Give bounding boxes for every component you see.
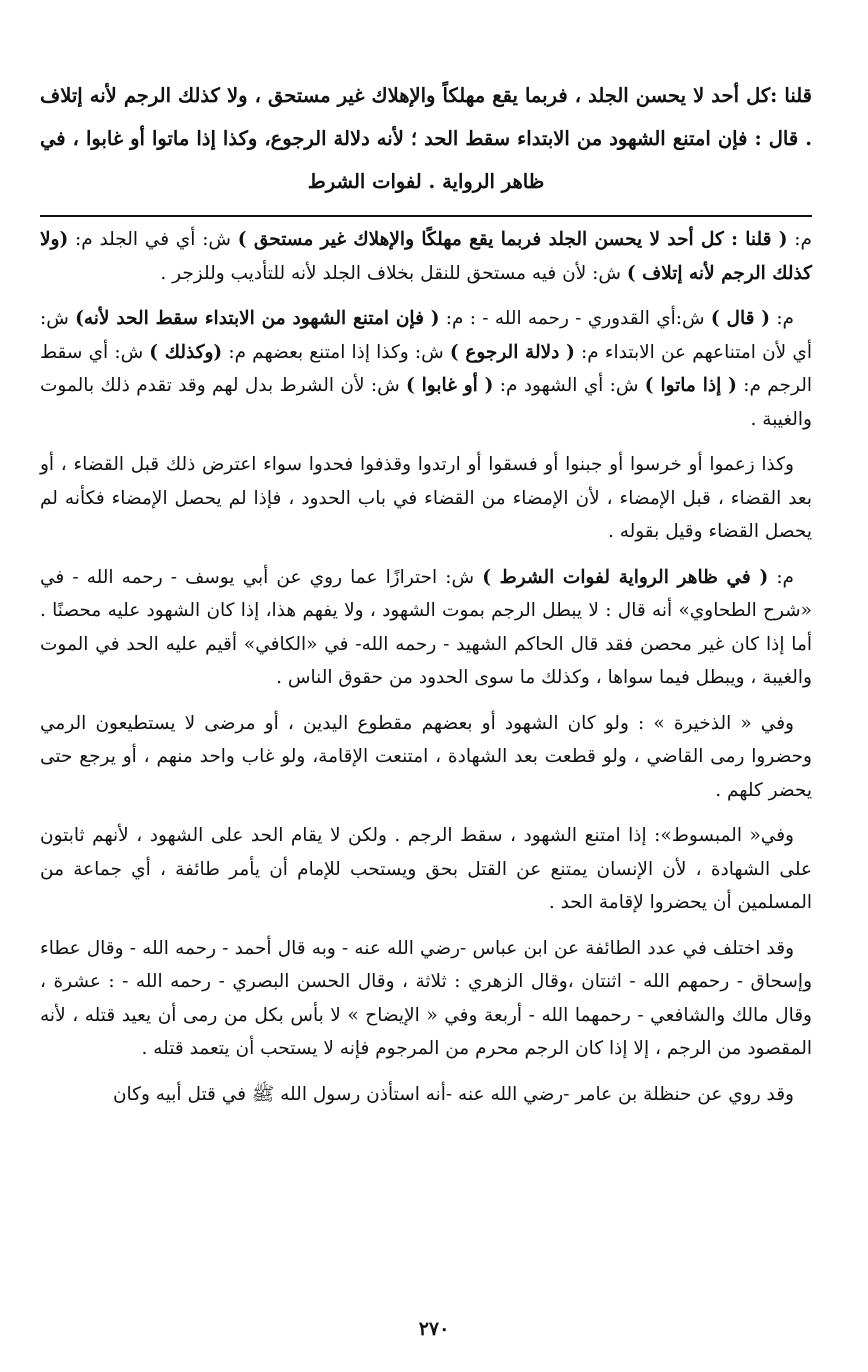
commentary-paragraph	[40, 302, 812, 436]
commentary-text: وفي« المبسوط»: إذا امتنع الشهود ، سقط الرجم . ولكن لا يقام الحد على الشهود ، لأنهم ثابتون على الشهادة ، لأن الإنسان يمتنع عن القتل بحق ويستحب للإمام أن يأمر طائفة ، أي جماعة من المسلمين أن يحضروا لإقامة الحد .	[40, 825, 812, 913]
commentary-paragraph	[40, 561, 812, 695]
commentary-paragraph	[40, 1078, 812, 1112]
commentary-text: ش: لأن الشرط بدل لهم وقد تقدم ذلك بالموت والغيبة .	[40, 375, 812, 430]
commentary-section	[40, 223, 812, 1111]
commentary-paragraph	[40, 223, 812, 290]
quoted-text: (وكذلك )	[149, 341, 223, 363]
commentary-text: ش: أي سقط الرجم م:	[40, 341, 812, 396]
commentary-text: وقد اختلف في عدد الطائفة عن ابن عباس -رضي الله عنه - وبه قال أحمد - رحمه الله - وقال عطاء وإسحاق - رحمهم الله - اثنتان ،وقال الزهري : ثلاثة ، وقال الحسن البصري - رحمه الله - : عشرة ، وقال مالك والشافعي - رحمهما الله - أربعة وفي « الإيضاح » لا بأس بكل من رمى أن يعيد قتله ، لأنه المقصود من الرجم ، إلا إذا كان الرجم محرم من المرجوم فإنه لا يستحب أن يتعمد قتله .	[40, 937, 812, 1059]
commentary-text: ش: أي الشهود م:	[493, 375, 645, 396]
commentary-paragraph	[40, 707, 812, 808]
commentary-text: وكذا زعموا أو خرسوا أو جبنوا أو فسقوا أو ارتدوا وقذفوا فحدوا سواء اعترض ذلك قبل القضاء ، أو بعد القضاء ، قبل الإمضاء ، لأن الإمضاء من القضاء في باب الحدود ، فإذا لم يحصل الإمضاء فكأنه لم يحصل القضاء وقيل بقوله .	[40, 454, 812, 542]
commentary-text: ش: أي في الجلد م:	[68, 229, 238, 250]
quoted-text: ( قلنا : كل أحد لا يحسن الجلد فربما يقع مهلكًا والإهلاك غير مستحق )	[237, 229, 788, 250]
quoted-text: ( إذا ماتوا )	[644, 375, 737, 396]
quoted-text: ( في ظاهر الرواية لفوات الشرط )	[482, 566, 769, 588]
commentary-paragraph	[40, 932, 812, 1066]
commentary-text: م:	[787, 229, 812, 250]
commentary-text: ش: وكذا إذا امتنع بعضهم م:	[222, 341, 450, 363]
commentary-text: وفي « الذخيرة » : ولو كان الشهود أو بعضهم مقطوع اليدين ، أو مرضى لا يستطيعون الرمي وحضروا رمى القاضي ، ولو قطعت بعد الشهادة ، امتنعت الإقامة، ولو غاب واحد منهم ، أو يرجع حتى يحضر كلهم .	[40, 712, 812, 801]
page-number: ٢٧٠	[418, 1318, 450, 1340]
quoted-text: ( قال )	[710, 308, 771, 329]
matn-text: قلنا :كل أحد لا يحسن الجلد ، فربما يقع مهلكاً والإهلاك غير مستحق ، ولا كذلك الرجم لأنه إتلاف . قال : فإن امتنع الشهود من الابتداء سقط الحد ؛ لأنه دلالة الرجوع، وكذا إذا ماتوا أو غابوا ، في ظاهر الرواية . لفوات الشرط	[40, 84, 812, 193]
commentary-text: م:	[768, 566, 795, 588]
commentary-text: م:	[770, 308, 794, 329]
commentary-paragraph	[40, 448, 812, 549]
commentary-text: ش: لأن فيه مستحق للنقل بخلاف الجلد لأنه للتأديب وللزجر .	[160, 262, 627, 284]
commentary-paragraph	[40, 819, 812, 920]
commentary-text: ش:أي القدوري - رحمه الله - : م:	[439, 308, 711, 329]
commentary-text: ش: احترازًا عما روي عن أبي يوسف - رحمه الله - في «شرح الطحاوي» أنه قال : لا يبطل الرجم بموت الشهود ، ولا يفهم هذا، إذا كان الشهود عليه محصنًا . أما إذا كان غير محصن فقد قال الحاكم الشهيد - رحمه الله- في «الكافي» أقيم عليه الحد في الموت والغيبة ، ويبطل فيما سواها ، وكذلك ما سوى الحدود من حقوق الناس .	[40, 566, 812, 688]
commentary-text: وقد روي عن حنظلة بن عامر -رضي الله عنه -أنه استأذن رسول الله ﷺ في قتل أبيه وكان	[112, 1083, 794, 1105]
quoted-text: ( فإن امتنع الشهود من الابتداء سقط الحد لأنه)	[75, 308, 440, 329]
commentary-text: ش: أي لأن امتناعهم عن الابتداء م:	[40, 308, 812, 363]
quoted-text: ( دلالة الرجوع )	[449, 341, 575, 363]
page-body	[40, 74, 812, 1123]
quoted-text: (ولا كذلك الرجم لأنه إتلاف )	[40, 229, 812, 284]
quoted-text: ( أو غابوا )	[406, 375, 494, 396]
divider-line	[40, 215, 812, 217]
